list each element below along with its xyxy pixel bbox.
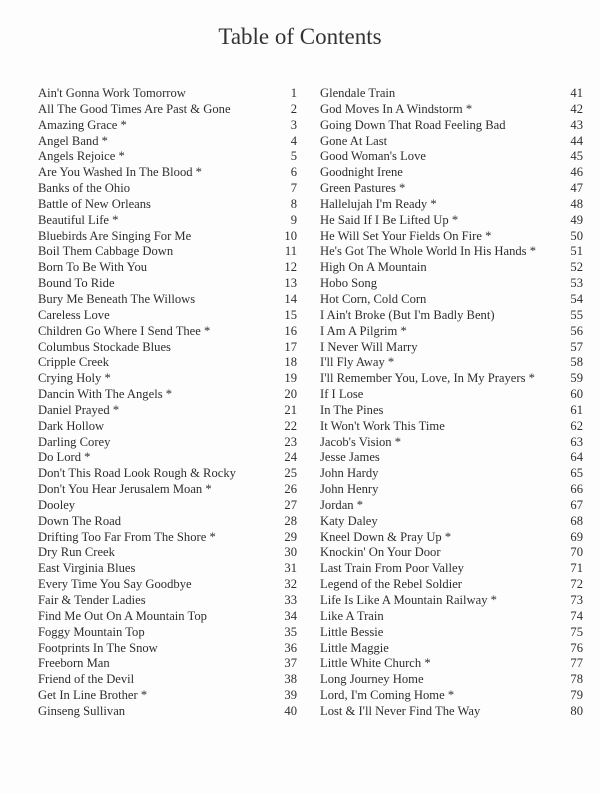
toc-entry xyxy=(38,545,297,561)
page-number: 41 xyxy=(570,86,583,100)
page-number: 56 xyxy=(570,323,583,338)
toc-entry xyxy=(38,118,297,134)
song-title: Jordan * xyxy=(320,497,364,512)
page-number: 3 xyxy=(290,117,297,132)
song-title: Foggy Mountain Top xyxy=(38,624,145,639)
toc-entry xyxy=(320,545,583,561)
song-title: Bound To Ride xyxy=(38,276,115,291)
page-title: Table of Contents xyxy=(218,24,382,49)
page-number: 20 xyxy=(284,387,297,402)
toc-entry xyxy=(38,530,297,546)
page-number: 69 xyxy=(570,529,583,544)
song-title: Long Journey Home xyxy=(320,672,424,687)
song-title: It Won't Work This Time xyxy=(320,418,445,433)
page-number: 33 xyxy=(284,593,297,607)
page-number: 43 xyxy=(570,117,583,132)
page-number: 24 xyxy=(284,450,297,465)
page-number: 64 xyxy=(570,450,583,465)
song-title: John Henry xyxy=(320,482,379,497)
song-title: Darling Corey xyxy=(38,434,111,449)
toc-entry xyxy=(320,656,583,672)
toc-entry xyxy=(38,419,297,435)
song-title: Little Bessie xyxy=(320,624,384,639)
song-title: I Am A Pilgrim * xyxy=(320,323,407,338)
page-number: 55 xyxy=(570,307,583,322)
toc-entry xyxy=(38,165,297,181)
page-number: 61 xyxy=(570,402,583,417)
toc-entry xyxy=(320,688,583,704)
toc-entry xyxy=(320,118,583,134)
page-number: 80 xyxy=(570,703,583,718)
song-title: In The Pines xyxy=(320,402,384,417)
page-number: 25 xyxy=(284,466,297,481)
page-number: 66 xyxy=(570,482,583,497)
song-title: Are You Washed In The Blood * xyxy=(38,165,202,180)
song-title: Kneel Down & Pray Up * xyxy=(320,529,452,544)
song-title: Angels Rejoice * xyxy=(38,149,125,164)
page-number: 7 xyxy=(290,181,297,196)
toc-entry xyxy=(38,308,297,324)
page-number: 58 xyxy=(570,355,583,370)
song-title: Dancin With The Angels * xyxy=(38,387,173,402)
page-number: 16 xyxy=(284,323,297,338)
toc-entry xyxy=(38,181,297,197)
page-number: 5 xyxy=(290,149,297,164)
page-number: 47 xyxy=(570,181,583,196)
page-number: 6 xyxy=(290,165,297,180)
song-title: Do Lord * xyxy=(38,450,91,465)
page-number: 71 xyxy=(570,561,583,576)
song-title: Knockin' On Your Door xyxy=(320,545,441,560)
song-title: Boil Them Cabbage Down xyxy=(38,244,174,259)
toc-entry xyxy=(38,482,297,498)
song-title: He Will Set Your Fields On Fire * xyxy=(320,228,492,243)
toc-entry xyxy=(320,165,583,181)
song-title: Children Go Where I Send Thee * xyxy=(38,323,211,338)
song-title: Katy Daley xyxy=(320,513,378,528)
toc-entry xyxy=(38,229,297,245)
song-title: Battle of New Orleans xyxy=(38,196,151,211)
song-title: Like A Train xyxy=(320,608,384,623)
toc-entry xyxy=(320,561,583,577)
page-number: 59 xyxy=(570,371,583,386)
song-title: Lost & I'll Never Find The Way xyxy=(320,703,481,718)
song-title: Amazing Grace * xyxy=(38,117,127,132)
song-title: High On A Mountain xyxy=(320,260,427,275)
page-number: 44 xyxy=(570,133,583,148)
song-title: Freeborn Man xyxy=(38,656,110,671)
toc-entry xyxy=(320,324,583,340)
song-title: Little Maggie xyxy=(320,640,389,655)
toc-entry xyxy=(38,577,297,593)
toc-entry xyxy=(320,260,583,276)
page-number: 46 xyxy=(570,165,583,180)
toc-entry xyxy=(38,593,297,609)
page-number: 38 xyxy=(284,672,297,687)
song-title: Beautiful Life * xyxy=(38,212,119,227)
page-number: 14 xyxy=(284,291,297,306)
page-number: 67 xyxy=(570,497,583,512)
page-number: 4 xyxy=(290,133,297,148)
song-title: Life Is Like A Mountain Railway * xyxy=(320,593,497,607)
toc-entry xyxy=(320,704,583,720)
song-title: Friend of the Devil xyxy=(38,672,135,687)
toc-entry xyxy=(320,149,583,165)
page-number: 39 xyxy=(284,688,297,703)
page-number: 70 xyxy=(570,545,583,560)
song-title: Angel Band * xyxy=(38,133,108,148)
toc-entry xyxy=(38,403,297,419)
toc-entry xyxy=(38,656,297,672)
song-title: Ginseng Sullivan xyxy=(38,703,126,718)
page-number: 22 xyxy=(284,418,297,433)
toc-entry xyxy=(38,371,297,387)
toc-entry xyxy=(320,371,583,387)
song-title: Dooley xyxy=(38,497,76,512)
song-title: Last Train From Poor Valley xyxy=(320,561,464,576)
song-title: Footprints In The Snow xyxy=(38,640,158,655)
toc-entry xyxy=(320,450,583,466)
song-title: Ain't Gonna Work Tomorrow xyxy=(38,86,186,100)
toc-entry xyxy=(38,704,297,720)
page-number: 75 xyxy=(570,624,583,639)
page-number: 73 xyxy=(570,593,583,607)
song-title: Jesse James xyxy=(320,450,380,465)
song-title: He's Got The Whole World In His Hands * xyxy=(320,244,537,259)
page-number: 29 xyxy=(284,529,297,544)
toc-entry xyxy=(320,387,583,403)
toc-entry xyxy=(320,213,583,229)
page-number: 12 xyxy=(284,260,297,275)
page-number: 10 xyxy=(284,228,297,243)
toc-entry xyxy=(320,86,583,102)
song-title: Don't You Hear Jerusalem Moan * xyxy=(38,482,212,497)
toc-entry xyxy=(320,308,583,324)
song-title: Gone At Last xyxy=(320,133,388,148)
song-title: I Never Will Marry xyxy=(320,339,418,354)
toc-entry xyxy=(320,514,583,530)
toc-entry xyxy=(320,403,583,419)
toc-entry xyxy=(38,435,297,451)
song-title: Hallelujah I'm Ready * xyxy=(320,196,437,211)
song-title: Bluebirds Are Singing For Me xyxy=(38,228,192,243)
toc-entry xyxy=(38,609,297,625)
page-number: 68 xyxy=(570,513,583,528)
song-title: Daniel Prayed * xyxy=(38,402,120,417)
song-title: I'll Remember You, Love, In My Prayers * xyxy=(320,371,535,386)
toc-entry xyxy=(38,355,297,371)
toc-entry xyxy=(320,530,583,546)
song-title: Banks of the Ohio xyxy=(38,181,130,196)
page-number: 31 xyxy=(284,561,297,576)
toc-entry xyxy=(38,244,297,260)
song-title: Jacob's Vision * xyxy=(320,434,402,449)
song-title: God Moves In A Windstorm * xyxy=(320,101,473,116)
page-number: 28 xyxy=(284,513,297,528)
toc-entry xyxy=(38,688,297,704)
toc-entry xyxy=(320,498,583,514)
song-title: Legend of the Rebel Soldier xyxy=(320,577,462,592)
toc-entry xyxy=(320,197,583,213)
toc-entry xyxy=(38,324,297,340)
song-title: Don't This Road Look Rough & Rocky xyxy=(38,466,236,481)
song-title: I Ain't Broke (But I'm Badly Bent) xyxy=(320,307,495,322)
song-title: Cripple Creek xyxy=(38,355,109,370)
toc-entry xyxy=(38,498,297,514)
page-number: 35 xyxy=(284,624,297,639)
song-title: Get In Line Brother * xyxy=(38,688,148,703)
toc-entry xyxy=(320,672,583,688)
page-number: 23 xyxy=(284,434,297,449)
song-title: East Virginia Blues xyxy=(38,561,136,576)
song-title: Dry Run Creek xyxy=(38,545,115,560)
page-number: 21 xyxy=(284,402,297,417)
page-number: 48 xyxy=(570,196,583,211)
toc-entry xyxy=(320,229,583,245)
song-title: He Said If I Be Lifted Up * xyxy=(320,212,459,227)
song-title: Going Down That Road Feeling Bad xyxy=(320,117,506,132)
song-title: Bury Me Beneath The Willows xyxy=(38,291,196,306)
page-number: 42 xyxy=(570,101,583,116)
song-title: John Hardy xyxy=(320,466,379,481)
song-title: Down The Road xyxy=(38,513,122,528)
page-number: 78 xyxy=(570,672,583,687)
song-title: Good Woman's Love xyxy=(320,149,426,164)
page-number: 18 xyxy=(284,355,297,370)
page-number: 72 xyxy=(570,577,583,592)
song-title: Goodnight Irene xyxy=(320,165,403,180)
page-number: 54 xyxy=(570,291,583,306)
toc-entry xyxy=(320,482,583,498)
toc-entry xyxy=(320,593,583,609)
page-number: 77 xyxy=(570,656,583,671)
toc-entry xyxy=(38,86,297,102)
page-number: 50 xyxy=(570,228,583,243)
page-number: 30 xyxy=(284,545,297,560)
toc-entry xyxy=(38,561,297,577)
toc-entry xyxy=(38,466,297,482)
toc-entry xyxy=(320,292,583,308)
song-title: Born To Be With You xyxy=(38,260,148,275)
toc-entry xyxy=(320,134,583,150)
toc-entry xyxy=(38,134,297,150)
toc-entry xyxy=(38,149,297,165)
song-title: Crying Holy * xyxy=(38,371,111,386)
page-number: 52 xyxy=(570,260,583,275)
toc-entry xyxy=(320,276,583,292)
page-number: 27 xyxy=(284,497,297,512)
song-title: Green Pastures * xyxy=(320,181,406,196)
page-number: 74 xyxy=(570,608,583,623)
song-title: Dark Hollow xyxy=(38,418,105,433)
toc-entry xyxy=(320,419,583,435)
page-number: 26 xyxy=(284,482,297,497)
toc-entry xyxy=(320,181,583,197)
toc-entry xyxy=(38,340,297,356)
toc-entry xyxy=(320,625,583,641)
toc-entry xyxy=(320,102,583,118)
page-number: 40 xyxy=(284,703,297,718)
toc-entry xyxy=(320,435,583,451)
page-number: 53 xyxy=(570,276,583,291)
song-title: Careless Love xyxy=(38,307,110,322)
toc-entry xyxy=(38,387,297,403)
page-number: 63 xyxy=(570,434,583,449)
page-number: 15 xyxy=(284,307,297,322)
toc-right-column xyxy=(320,86,583,720)
page-number: 32 xyxy=(284,577,297,592)
song-title: Every Time You Say Goodbye xyxy=(38,577,192,592)
toc-entry xyxy=(38,102,297,118)
page-number: 57 xyxy=(570,339,583,354)
page-number: 17 xyxy=(284,339,297,354)
page-number: 76 xyxy=(570,640,583,655)
toc-entry xyxy=(320,340,583,356)
toc-entry xyxy=(320,244,583,260)
page-number: 1 xyxy=(290,86,297,100)
song-title: I'll Fly Away * xyxy=(320,355,395,370)
toc-entry xyxy=(320,641,583,657)
toc-entry xyxy=(38,450,297,466)
toc-entry xyxy=(320,609,583,625)
page-number: 65 xyxy=(570,466,583,481)
page-number: 79 xyxy=(570,688,583,703)
toc-entry xyxy=(38,641,297,657)
page-number: 13 xyxy=(284,276,297,291)
toc-entry xyxy=(38,292,297,308)
song-title: Fair & Tender Ladies xyxy=(38,593,146,607)
toc-left-column xyxy=(38,86,297,720)
page-number: 9 xyxy=(290,212,297,227)
page-number: 62 xyxy=(570,418,583,433)
page-number: 11 xyxy=(284,244,297,259)
song-title: If I Lose xyxy=(320,387,364,402)
toc-entry xyxy=(320,577,583,593)
page-number: 45 xyxy=(570,149,583,164)
toc-entry xyxy=(38,197,297,213)
toc-entry xyxy=(38,625,297,641)
song-title: Lord, I'm Coming Home * xyxy=(320,688,455,703)
page-number: 19 xyxy=(284,371,297,386)
page-number: 34 xyxy=(284,608,297,623)
toc-entry xyxy=(320,466,583,482)
toc-entry xyxy=(38,276,297,292)
song-title: Hobo Song xyxy=(320,276,378,291)
page-number: 2 xyxy=(290,101,297,116)
song-title: Find Me Out On A Mountain Top xyxy=(38,608,207,623)
song-title: All The Good Times Are Past & Gone xyxy=(38,101,231,116)
page-number: 8 xyxy=(290,196,297,211)
toc-entry xyxy=(38,260,297,276)
page-number: 51 xyxy=(570,244,583,259)
page-number: 60 xyxy=(570,387,583,402)
page-number: 49 xyxy=(570,212,583,227)
song-title: Columbus Stockade Blues xyxy=(38,339,171,354)
page-number: 37 xyxy=(284,656,297,671)
page-number: 36 xyxy=(284,640,297,655)
toc-entry xyxy=(320,355,583,371)
toc-entry xyxy=(38,672,297,688)
song-title: Little White Church * xyxy=(320,656,431,671)
toc-entry xyxy=(38,514,297,530)
song-title: Hot Corn, Cold Corn xyxy=(320,291,427,306)
song-title: Glendale Train xyxy=(320,86,396,100)
toc-entry xyxy=(38,213,297,229)
song-title: Drifting Too Far From The Shore * xyxy=(38,529,216,544)
